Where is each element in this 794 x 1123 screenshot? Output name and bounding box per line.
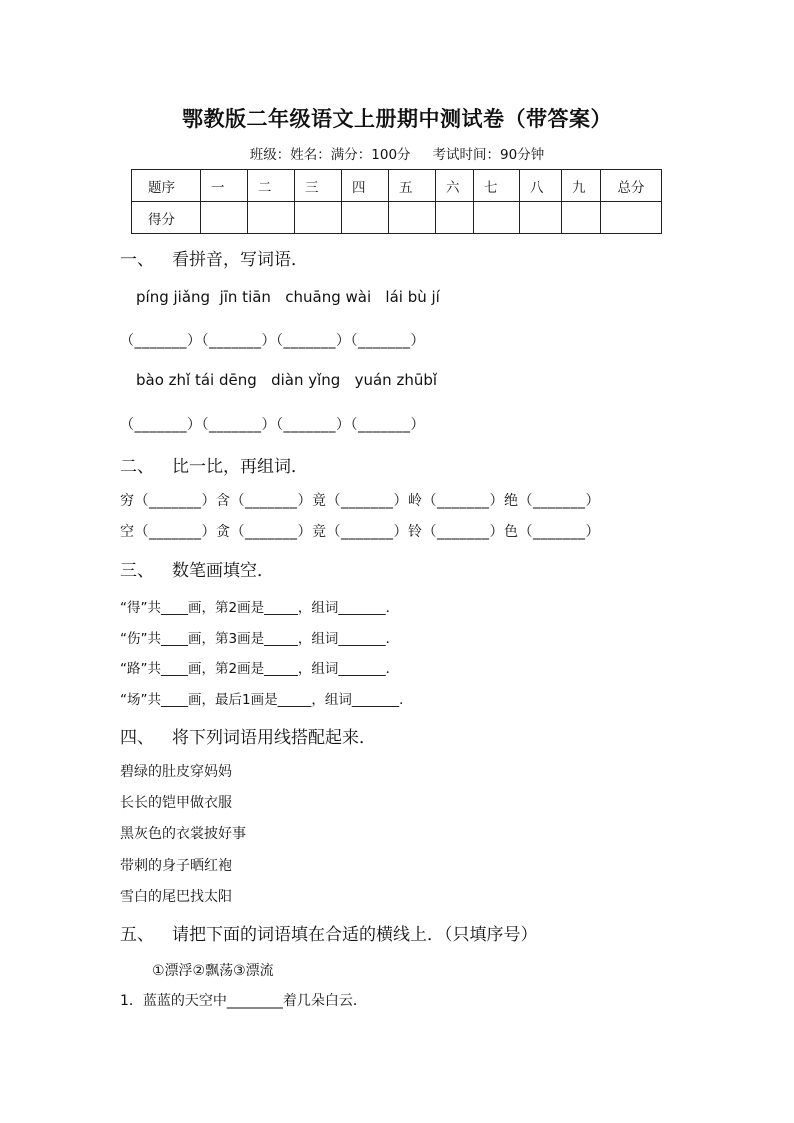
page-title: 鄂教版二年级语文上册期中测试卷（带答案） (182, 106, 612, 131)
section-title: 看拼音，写词语． (172, 250, 308, 270)
score-entry-cell[interactable] (436, 202, 474, 234)
match-item: 碧绿的肚皮穿妈妈 (120, 764, 232, 780)
section-heading (120, 920, 538, 945)
exam-time-label: 考试时间：90分钟 (432, 147, 545, 163)
table-cell: 二 (248, 170, 295, 202)
section-number: 一、 (120, 250, 154, 270)
table-cell: 九 (562, 170, 601, 202)
stroke-question[interactable]: “得”共____画，第2画是_____，组词_______． (120, 600, 400, 616)
word-compare-row[interactable]: 空（_______）贪（_______）竞（_______）铃（_______）色（_______） (120, 524, 600, 540)
table-cell: 七 (474, 170, 520, 202)
section-title: 比一比，再组词． (172, 457, 308, 477)
score-entry-cell[interactable] (474, 202, 520, 234)
section-number: 二、 (120, 457, 154, 477)
section-title: 将下列词语用线搭配起来． (172, 728, 376, 748)
table-cell: 六 (436, 170, 474, 202)
section-title: 数笔画填空． (172, 561, 274, 581)
section-number: 四、 (120, 728, 154, 748)
section-heading (120, 452, 308, 477)
class-name-score-label: 班级：姓名：满分：100分 (249, 147, 411, 163)
table-cell: 五 (389, 170, 436, 202)
score-table (131, 169, 662, 234)
table-cell: 题序 (132, 170, 201, 202)
match-item: 黑灰色的衣裳披好事 (120, 826, 246, 842)
score-table-header-row (132, 170, 662, 202)
fill-question[interactable]: 1．蓝蓝的天空中________着几朵白云． (120, 993, 367, 1009)
match-item: 雪白的尾巴找太阳 (120, 889, 232, 905)
stroke-question[interactable]: “伤”共____画，第3画是_____，组词_______． (120, 631, 400, 647)
match-item: 带刺的身子晒红袍 (120, 858, 232, 874)
section-number: 三、 (120, 561, 154, 581)
score-entry-cell[interactable] (389, 202, 436, 234)
pinyin-line: bào zhǐ tái dēng diàn yǐng yuán zhūbǐ (136, 371, 438, 389)
table-cell: 三 (295, 170, 342, 202)
section-heading (120, 556, 274, 581)
section-heading (120, 245, 308, 270)
word-compare-row[interactable]: 穷（_______）含（_______）竟（_______）岭（_______）绝（_______） (120, 493, 600, 509)
score-entry-cell[interactable] (562, 202, 601, 234)
section-title: 请把下面的词语填在合适的横线上．（只填序号） (172, 925, 538, 945)
answer-blanks[interactable]: （_______）（_______）（_______）（_______） (120, 417, 425, 433)
answer-blanks[interactable]: （_______）（_______）（_______）（_______） (120, 333, 425, 349)
table-cell: 一 (201, 170, 248, 202)
score-entry-cell[interactable] (201, 202, 248, 234)
stroke-question[interactable]: “场”共____画，最后1画是_____，组词_______． (120, 692, 413, 708)
exam-info (0, 143, 794, 163)
table-cell: 总分 (601, 170, 662, 202)
table-cell: 四 (342, 170, 389, 202)
word-options: ①漂浮②飘荡③漂流 (152, 963, 274, 979)
section-heading (120, 723, 376, 748)
score-entry-cell[interactable] (248, 202, 295, 234)
score-table-score-row (132, 202, 662, 234)
score-entry-cell[interactable] (342, 202, 389, 234)
table-cell: 八 (520, 170, 562, 202)
pinyin-line: píng jiǎng jīn tiān chuāng wài lái bù jí (136, 288, 440, 306)
section-number: 五、 (120, 925, 154, 945)
score-entry-cell[interactable] (601, 202, 662, 234)
table-cell: 得分 (132, 202, 201, 234)
score-entry-cell[interactable] (295, 202, 342, 234)
match-item: 长长的铠甲做衣服 (120, 795, 232, 811)
stroke-question[interactable]: “路”共____画，第2画是_____，组词_______． (120, 661, 400, 677)
score-entry-cell[interactable] (520, 202, 562, 234)
